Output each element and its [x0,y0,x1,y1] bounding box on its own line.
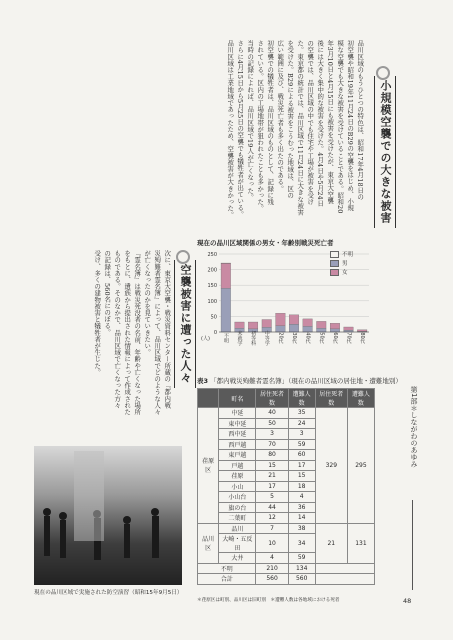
town-cell: 西中延 [219,429,256,440]
table-row [198,408,375,419]
text-column: 年3月10日と4月15日にも被害を受けたが、東京大空襲 [326,40,335,205]
text-column: が亡くなったのかを見ていきたい。 [143,250,152,356]
bar-女 [357,330,367,332]
header-cell: 遭難人数 [288,389,315,408]
x-tick-label: 40代 [304,332,311,344]
x-tick-label: 70代 [345,332,352,344]
y-tick-label: 250 [207,252,217,258]
x-tick-label: 80代 [359,332,366,344]
legend-item: 女 [330,268,353,276]
town-cell: 小山 [219,481,256,492]
value-cell: 40 [256,408,288,419]
text-column: 次に、東京大空襲・戦災資料センター所蔵の『都内戦 [163,250,172,409]
value-cell: 50 [256,418,288,429]
chart-legend [330,250,353,277]
chart-title: 現在の品川区域関係の男女・年齢別戦災死亡者 [197,239,334,247]
bar-女 [344,327,354,330]
bar-男 [303,326,313,332]
bar-女 [221,263,231,288]
data-table [197,388,375,585]
bar-女 [276,313,286,325]
text-column: 品川区域のもうひとつの特色は、昭和17年4月18日の [356,40,365,200]
bar-男 [276,326,286,332]
value-cell: 7 [256,523,288,534]
value-cell: 80 [256,450,288,461]
bar-女 [248,322,258,329]
table-title: 表3 「都内戦災殉難者霊名簿」（現在の品川区域の居住地・遭難地別） [197,377,402,385]
town-cell: 小山台 [219,492,256,503]
section-heading: 小規模空襲での大きな被害 [374,76,396,228]
section-heading: 空襲被害に遭った人々 [174,260,196,388]
x-tick-label: 60代 [331,332,338,344]
value-cell: 59 [288,553,315,564]
y-tick-label: 50 [210,314,217,321]
text-column: さらに4月15日から5月25日の空襲でも犠牲者が出ている。 [236,40,245,218]
divider [412,500,413,590]
legend-item: 男 [330,259,353,267]
legend-swatch [330,260,339,267]
bar-女 [303,319,313,326]
blank-cell [315,563,374,574]
part-label: 第1部＊しながわのあゆみ [410,386,418,468]
x-tick-label: 初等科 [250,330,257,346]
value-cell: 134 [288,563,315,574]
value-cell: 34 [288,534,315,553]
bar-女 [289,315,299,324]
header-cell: 居住死者数 [315,389,347,408]
value-cell: 17 [288,460,315,471]
x-tick-label: 20代 [277,332,284,344]
value-cell: 35 [288,408,315,419]
table-header [198,389,375,408]
photo-caption: 現在の品川区域で実施された防空演習（昭和15年9月5日） [34,590,183,596]
x-tick-label: 50代 [318,332,325,344]
header-cell: 遭難人数 [347,389,374,408]
total-cell: 131 [347,523,374,563]
value-cell: 5 [256,492,288,503]
town-cell: 旗の台 [219,502,256,513]
text-column: 模な空襲でも大きな被害を受けていることである。昭和20 [336,40,345,214]
table-note: ＊荏原区は町別、品川区は旧町別 ＊遭難人数は各地域における死者 [197,598,340,603]
town-cell: 荏原 [219,471,256,482]
total-cell: 295 [347,408,374,524]
town-cell: 東戸越 [219,450,256,461]
bar-男 [289,324,299,332]
x-tick-label: 未就学 [236,330,243,346]
group-cell: 荏原区 [198,408,219,524]
value-cell: 4 [256,553,288,564]
text-column: されている。区内の工場地帯が狙われたことも多かった。 [256,40,265,212]
legend-item: 不明 [330,250,353,258]
value-cell: 17 [256,481,288,492]
bar-女 [330,323,340,329]
value-cell: 4 [288,492,315,503]
group-cell: 品川区 [198,523,219,563]
value-cell: 60 [288,450,315,461]
value-cell: 210 [256,563,288,574]
town-cell: 大崎・五反田 [219,534,256,553]
text-column: 後には大きく集中的な被害を受けた。4月4日や5月24日 [316,40,325,207]
text-column: の記録は、560名にのぼる。 [103,250,112,336]
value-cell: 59 [288,439,315,450]
bar-女 [235,322,245,328]
text-column: 広い範囲に及び、戦災死亡者も多く出たのである。 [276,40,285,192]
value-cell: 14 [288,513,315,524]
label-cell: 不明 [198,563,256,574]
bar-男 [221,288,231,332]
text-column: 災殉難者霊名簿』によって、品川区域でどのような人々 [153,250,162,415]
historical-photo [34,446,182,585]
photo-figures-icon [34,446,182,585]
page-number: 48 [403,597,412,605]
town-cell: 西戸越 [219,439,256,450]
bar-女 [262,320,272,328]
text-column: ものである。そのなかで、品川区域で亡くなった方々 [113,250,122,409]
text-column: 品川区域は工業地域であったため、空襲被害が大きかった。 [226,40,235,219]
text-column: 『霊名簿』は戦災死没者の名前、年齢や亡くなった場所 [133,250,142,415]
y-tick-label: 150 [207,283,217,290]
town-cell: 戸越 [219,460,256,471]
town-cell: 中延 [219,408,256,419]
table-row [198,563,375,574]
town-cell: 大井 [219,553,256,564]
value-cell: 15 [288,471,315,482]
x-tick-label: 不明 [222,333,229,343]
text-column: 初空襲での犠牲者は、品川区域のものとして、記録に残 [266,40,275,205]
value-cell: 18 [288,481,315,492]
label-cell: 合計 [198,574,256,585]
value-cell: 560 [256,574,288,585]
value-cell: 38 [288,523,315,534]
value-cell: 44 [256,502,288,513]
text-column: をもとに、遺族から提出された情報によって作成された [123,250,132,415]
legend-swatch [330,251,339,258]
town-cell: 二葉町 [219,513,256,524]
value-cell: 15 [256,460,288,471]
x-tick-label: 中等学 [263,330,270,346]
header-cell: 町名 [219,389,256,408]
ornament-icon [376,66,390,80]
value-cell: 3 [288,429,315,440]
text-column: 初空襲や昭和19年11月24日のB29の空襲をはじめ、小規 [346,40,355,212]
value-cell: 24 [288,418,315,429]
value-cell: 12 [256,513,288,524]
x-tick-label: 30代 [291,332,297,344]
text-column: 受け、多くの建物被害と犠牲者が生じた。 [93,250,102,376]
value-cell: 3 [256,429,288,440]
town-cell: 東中延 [219,418,256,429]
y-axis-label: (人) [201,336,210,342]
total-cell: 329 [315,408,347,524]
text-column: た。東京都の統計では、品川区域で11月24日に大きな被害 [296,40,305,216]
text-column: を受けた。B29による被害をこうむった地域は、区の [286,40,295,199]
value-cell: 36 [288,502,315,513]
y-tick-label: 200 [207,267,217,274]
ornament-icon [176,250,190,264]
y-tick-label: 0 [213,330,217,336]
value-cell: 21 [256,471,288,482]
bar-女 [317,321,327,328]
table-row [198,523,375,534]
value-cell: 70 [256,439,288,450]
blank-cell [315,574,374,585]
town-cell: 品川 [219,523,256,534]
value-cell: 10 [256,534,288,553]
y-tick-label: 100 [207,298,217,305]
header-cell [198,389,219,408]
text-column: の空襲では、品川区域の中でも住宅や工場が被害を受け [306,40,315,205]
legend-swatch [330,269,339,276]
text-column: 当時の記録によれば、品川区域で19人が亡くなった。 [246,40,255,201]
header-cell: 居住死者数 [256,389,288,408]
value-cell: 560 [288,574,315,585]
total-cell: 21 [315,523,347,563]
table-row [198,574,375,585]
